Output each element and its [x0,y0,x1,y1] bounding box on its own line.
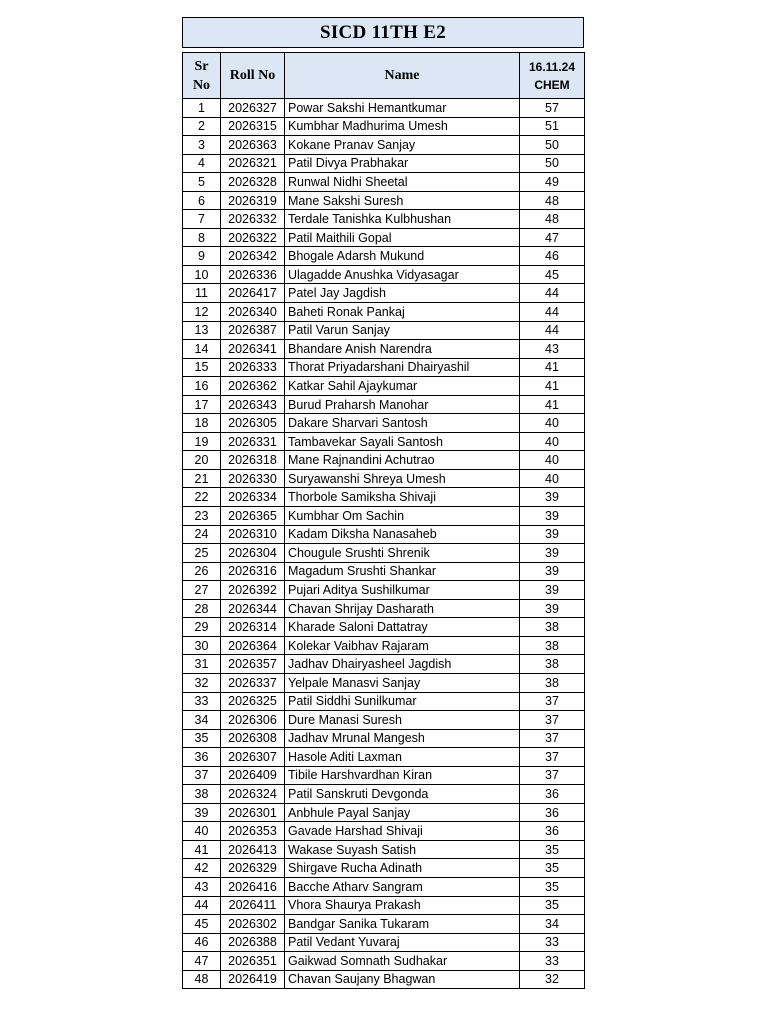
sr-no-cell: 36 [183,748,221,767]
results-table [182,52,585,989]
sr-no-cell: 21 [183,469,221,488]
mark-cell: 32 [520,970,585,989]
table-row [183,117,585,136]
roll-no-cell: 2026411 [221,896,285,915]
header-sr-line2: No [192,77,211,93]
mark-cell: 39 [520,525,585,544]
table-row [183,432,585,451]
roll-no-cell: 2026318 [221,451,285,470]
mark-cell: 38 [520,673,585,692]
table-row [183,562,585,581]
roll-no-cell: 2026357 [221,655,285,674]
roll-no-cell: 2026337 [221,673,285,692]
header-test-subject: CHEM [534,77,570,92]
name-cell: Shirgave Rucha Adinath [285,859,520,878]
sr-no-cell: 33 [183,692,221,711]
table-row [183,154,585,173]
table-row [183,970,585,989]
mark-cell: 36 [520,785,585,804]
sr-no-cell: 5 [183,173,221,192]
table-row [183,136,585,155]
roll-no-cell: 2026363 [221,136,285,155]
mark-cell: 40 [520,414,585,433]
table-row [183,766,585,785]
header-sr-no [183,53,221,99]
sr-no-cell: 44 [183,896,221,915]
roll-no-cell: 2026409 [221,766,285,785]
name-cell: Kolekar Vaibhav Rajaram [285,636,520,655]
mark-cell: 34 [520,915,585,934]
mark-cell: 37 [520,711,585,730]
roll-no-cell: 2026319 [221,191,285,210]
mark-cell: 40 [520,469,585,488]
table-row [183,340,585,359]
table-row [183,525,585,544]
name-cell: Katkar Sahil Ajaykumar [285,377,520,396]
sr-no-cell: 11 [183,284,221,303]
header-name: Name [285,53,520,99]
mark-cell: 44 [520,284,585,303]
sr-no-cell: 23 [183,507,221,526]
mark-cell: 38 [520,618,585,637]
mark-cell: 50 [520,154,585,173]
roll-no-cell: 2026330 [221,469,285,488]
table-row [183,247,585,266]
table-row [183,785,585,804]
sr-no-cell: 1 [183,99,221,118]
mark-cell: 45 [520,265,585,284]
name-cell: Patil Divya Prabhakar [285,154,520,173]
name-cell: Jadhav Mrunal Mangesh [285,729,520,748]
table-row [183,636,585,655]
mark-cell: 43 [520,340,585,359]
mark-cell: 41 [520,358,585,377]
mark-cell: 40 [520,451,585,470]
sr-no-cell: 37 [183,766,221,785]
mark-cell: 39 [520,488,585,507]
sr-no-cell: 42 [183,859,221,878]
table-row [183,840,585,859]
table-row [183,859,585,878]
header-row [183,53,585,99]
roll-no-cell: 2026351 [221,952,285,971]
sr-no-cell: 20 [183,451,221,470]
table-row [183,599,585,618]
table-row [183,228,585,247]
name-cell: Gaikwad Somnath Sudhakar [285,952,520,971]
mark-cell: 33 [520,952,585,971]
mark-cell: 35 [520,840,585,859]
mark-cell: 44 [520,303,585,322]
sr-no-cell: 13 [183,321,221,340]
sr-no-cell: 18 [183,414,221,433]
roll-no-cell: 2026334 [221,488,285,507]
roll-no-cell: 2026387 [221,321,285,340]
name-cell: Chavan Saujany Bhagwan [285,970,520,989]
table-row [183,711,585,730]
name-cell: Magadum Srushti Shankar [285,562,520,581]
table-row [183,303,585,322]
header-sr-line1: Sr [194,58,209,74]
sr-no-cell: 26 [183,562,221,581]
roll-no-cell: 2026306 [221,711,285,730]
name-cell: Burud Praharsh Manohar [285,395,520,414]
roll-no-cell: 2026316 [221,562,285,581]
name-cell: Thorat Priyadarshani Dhairyashil [285,358,520,377]
name-cell: Kokane Pranav Sanjay [285,136,520,155]
mark-cell: 40 [520,432,585,451]
name-cell: Vhora Shaurya Prakash [285,896,520,915]
name-cell: Wakase Suyash Satish [285,840,520,859]
sr-no-cell: 43 [183,877,221,896]
name-cell: Powar Sakshi Hemantkumar [285,99,520,118]
sr-no-cell: 27 [183,581,221,600]
name-cell: Tibile Harshvardhan Kiran [285,766,520,785]
roll-no-cell: 2026308 [221,729,285,748]
sr-no-cell: 32 [183,673,221,692]
table-row [183,321,585,340]
roll-no-cell: 2026343 [221,395,285,414]
table-row [183,618,585,637]
mark-cell: 37 [520,766,585,785]
name-cell: Terdale Tanishka Kulbhushan [285,210,520,229]
table-row [183,673,585,692]
roll-no-cell: 2026324 [221,785,285,804]
name-cell: Patil Varun Sanjay [285,321,520,340]
roll-no-cell: 2026322 [221,228,285,247]
mark-cell: 57 [520,99,585,118]
sr-no-cell: 16 [183,377,221,396]
name-cell: Dakare Sharvari Santosh [285,414,520,433]
roll-no-cell: 2026321 [221,154,285,173]
name-cell: Baheti Ronak Pankaj [285,303,520,322]
mark-cell: 36 [520,822,585,841]
table-row [183,803,585,822]
name-cell: Gavade Harshad Shivaji [285,822,520,841]
sr-no-cell: 17 [183,395,221,414]
roll-no-cell: 2026301 [221,803,285,822]
mark-cell: 38 [520,636,585,655]
mark-cell: 49 [520,173,585,192]
roll-no-cell: 2026302 [221,915,285,934]
name-cell: Bhogale Adarsh Mukund [285,247,520,266]
sr-no-cell: 7 [183,210,221,229]
mark-cell: 37 [520,748,585,767]
roll-no-cell: 2026329 [221,859,285,878]
name-cell: Patil Sanskruti Devgonda [285,785,520,804]
table-row [183,210,585,229]
sr-no-cell: 14 [183,340,221,359]
roll-no-cell: 2026310 [221,525,285,544]
name-cell: Chougule Srushti Shrenik [285,544,520,563]
mark-cell: 33 [520,933,585,952]
roll-no-cell: 2026314 [221,618,285,637]
roll-no-cell: 2026332 [221,210,285,229]
name-cell: Kumbhar Madhurima Umesh [285,117,520,136]
name-cell: Patel Jay Jagdish [285,284,520,303]
sr-no-cell: 2 [183,117,221,136]
table-row [183,896,585,915]
table-row [183,933,585,952]
table-row [183,655,585,674]
sr-no-cell: 8 [183,228,221,247]
result-sheet [182,17,584,989]
name-cell: Kadam Diksha Nanasaheb [285,525,520,544]
sr-no-cell: 45 [183,915,221,934]
table-row [183,581,585,600]
roll-no-cell: 2026328 [221,173,285,192]
table-row [183,191,585,210]
roll-no-cell: 2026353 [221,822,285,841]
table-row [183,284,585,303]
roll-no-cell: 2026417 [221,284,285,303]
header-test-date: 16.11.24 [528,59,576,74]
mark-cell: 50 [520,136,585,155]
header-roll-no: Roll No [221,53,285,99]
name-cell: Anbhule Payal Sanjay [285,803,520,822]
sr-no-cell: 4 [183,154,221,173]
table-row [183,748,585,767]
mark-cell: 46 [520,247,585,266]
roll-no-cell: 2026392 [221,581,285,600]
table-row [183,915,585,934]
sheet-title: SICD 11TH E2 [182,17,584,48]
table-row [183,877,585,896]
mark-cell: 35 [520,896,585,915]
table-row [183,822,585,841]
sr-no-cell: 30 [183,636,221,655]
name-cell: Runwal Nidhi Sheetal [285,173,520,192]
roll-no-cell: 2026304 [221,544,285,563]
mark-cell: 36 [520,803,585,822]
mark-cell: 41 [520,395,585,414]
table-row [183,173,585,192]
roll-no-cell: 2026336 [221,265,285,284]
name-cell: Patil Maithili Gopal [285,228,520,247]
sr-no-cell: 46 [183,933,221,952]
name-cell: Yelpale Manasvi Sanjay [285,673,520,692]
roll-no-cell: 2026331 [221,432,285,451]
table-row [183,395,585,414]
sr-no-cell: 34 [183,711,221,730]
table-body [183,99,585,989]
name-cell: Bhandare Anish Narendra [285,340,520,359]
name-cell: Tambavekar Sayali Santosh [285,432,520,451]
name-cell: Dure Manasi Suresh [285,711,520,730]
sr-no-cell: 25 [183,544,221,563]
roll-no-cell: 2026305 [221,414,285,433]
header-test [520,53,585,99]
roll-no-cell: 2026365 [221,507,285,526]
name-cell: Thorbole Samiksha Shivaji [285,488,520,507]
mark-cell: 39 [520,544,585,563]
mark-cell: 37 [520,692,585,711]
roll-no-cell: 2026344 [221,599,285,618]
name-cell: Suryawanshi Shreya Umesh [285,469,520,488]
sr-no-cell: 15 [183,358,221,377]
sr-no-cell: 48 [183,970,221,989]
mark-cell: 38 [520,655,585,674]
mark-cell: 35 [520,859,585,878]
sr-no-cell: 10 [183,265,221,284]
table-row [183,692,585,711]
mark-cell: 48 [520,191,585,210]
name-cell: Chavan Shrijay Dasharath [285,599,520,618]
mark-cell: 39 [520,507,585,526]
name-cell: Mane Rajnandini Achutrao [285,451,520,470]
sr-no-cell: 3 [183,136,221,155]
name-cell: Hasole Aditi Laxman [285,748,520,767]
roll-no-cell: 2026413 [221,840,285,859]
roll-no-cell: 2026419 [221,970,285,989]
roll-no-cell: 2026362 [221,377,285,396]
table-row [183,952,585,971]
table-row [183,488,585,507]
sr-no-cell: 9 [183,247,221,266]
roll-no-cell: 2026342 [221,247,285,266]
roll-no-cell: 2026341 [221,340,285,359]
roll-no-cell: 2026364 [221,636,285,655]
sr-no-cell: 6 [183,191,221,210]
roll-no-cell: 2026327 [221,99,285,118]
table-row [183,507,585,526]
name-cell: Bacche Atharv Sangram [285,877,520,896]
roll-no-cell: 2026416 [221,877,285,896]
table-row [183,469,585,488]
table-row [183,544,585,563]
name-cell: Patil Vedant Yuvaraj [285,933,520,952]
mark-cell: 48 [520,210,585,229]
table-row [183,729,585,748]
name-cell: Kharade Saloni Dattatray [285,618,520,637]
sr-no-cell: 28 [183,599,221,618]
table-row [183,377,585,396]
sr-no-cell: 41 [183,840,221,859]
table-row [183,265,585,284]
name-cell: Kumbhar Om Sachin [285,507,520,526]
name-cell: Mane Sakshi Suresh [285,191,520,210]
mark-cell: 39 [520,562,585,581]
roll-no-cell: 2026388 [221,933,285,952]
name-cell: Jadhav Dhairyasheel Jagdish [285,655,520,674]
sr-no-cell: 19 [183,432,221,451]
sr-no-cell: 47 [183,952,221,971]
roll-no-cell: 2026333 [221,358,285,377]
sr-no-cell: 35 [183,729,221,748]
roll-no-cell: 2026325 [221,692,285,711]
table-row [183,99,585,118]
mark-cell: 37 [520,729,585,748]
sr-no-cell: 40 [183,822,221,841]
mark-cell: 41 [520,377,585,396]
roll-no-cell: 2026315 [221,117,285,136]
mark-cell: 35 [520,877,585,896]
table-row [183,414,585,433]
name-cell: Pujari Aditya Sushilkumar [285,581,520,600]
name-cell: Patil Siddhi Sunilkumar [285,692,520,711]
sr-no-cell: 31 [183,655,221,674]
mark-cell: 47 [520,228,585,247]
mark-cell: 39 [520,581,585,600]
sr-no-cell: 12 [183,303,221,322]
table-row [183,451,585,470]
roll-no-cell: 2026307 [221,748,285,767]
mark-cell: 44 [520,321,585,340]
name-cell: Ulagadde Anushka Vidyasagar [285,265,520,284]
sr-no-cell: 39 [183,803,221,822]
mark-cell: 51 [520,117,585,136]
sr-no-cell: 29 [183,618,221,637]
sr-no-cell: 24 [183,525,221,544]
mark-cell: 39 [520,599,585,618]
sr-no-cell: 22 [183,488,221,507]
table-row [183,358,585,377]
name-cell: Bandgar Sanika Tukaram [285,915,520,934]
sr-no-cell: 38 [183,785,221,804]
roll-no-cell: 2026340 [221,303,285,322]
